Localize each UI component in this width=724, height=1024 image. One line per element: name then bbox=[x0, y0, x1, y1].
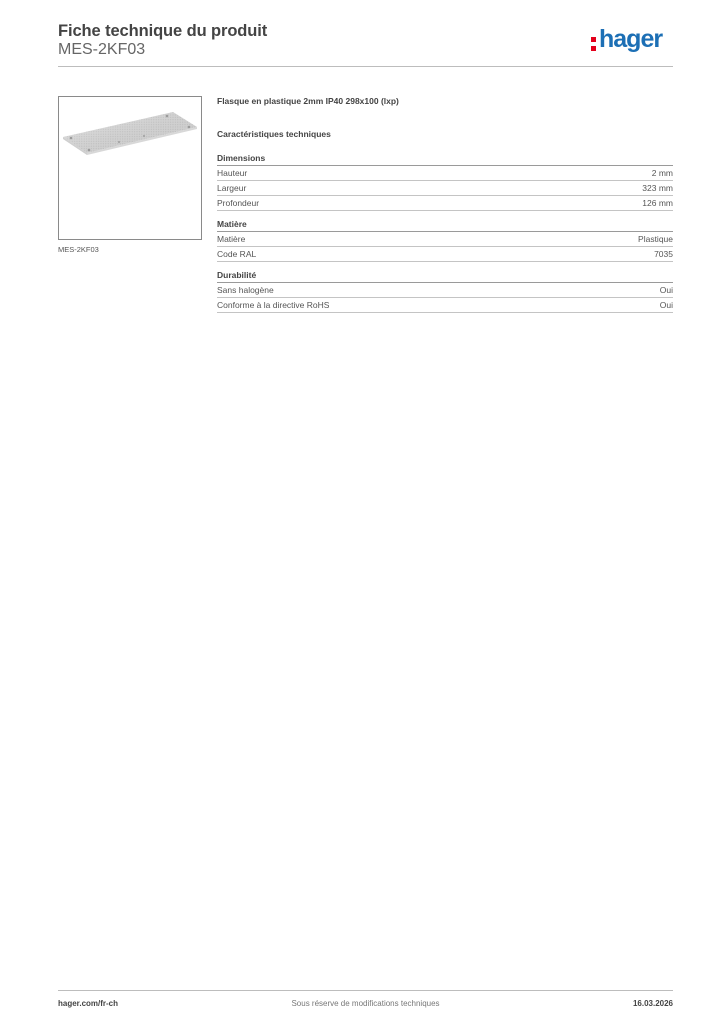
hager-logo bbox=[591, 25, 673, 56]
page-header bbox=[58, 22, 673, 68]
spec-value: 2 mm bbox=[651, 168, 673, 178]
spec-value: 7035 bbox=[654, 249, 673, 259]
logo-wordmark: hager bbox=[599, 25, 663, 53]
product-name: Flasque en plastique 2mm IP40 298x100 (lxp) bbox=[217, 96, 399, 106]
footer-website-link[interactable]: hager.com/fr-ch bbox=[58, 999, 119, 1008]
footer-divider bbox=[58, 990, 673, 991]
spec-label: Sans halogène bbox=[217, 285, 274, 295]
spec-row bbox=[217, 181, 673, 196]
page-footer bbox=[58, 990, 673, 1020]
spec-label: Largeur bbox=[217, 183, 247, 193]
spec-label: Conforme à la directive RoHS bbox=[217, 300, 330, 310]
spec-row bbox=[217, 196, 673, 211]
spec-row bbox=[217, 298, 673, 313]
group-title: Durabilité bbox=[217, 269, 673, 283]
footer-date: 16.03.2026 bbox=[632, 999, 673, 1008]
spec-row bbox=[217, 232, 673, 247]
spec-content bbox=[217, 96, 673, 320]
spec-label: Matière bbox=[217, 234, 246, 244]
spec-row bbox=[217, 283, 673, 298]
group-title: Matière bbox=[217, 218, 673, 232]
spec-value: Oui bbox=[659, 300, 673, 310]
logo-dot-top bbox=[591, 37, 596, 42]
spec-value: 323 mm bbox=[642, 183, 673, 193]
spec-label: Code RAL bbox=[217, 249, 257, 259]
spec-value: Oui bbox=[659, 285, 673, 295]
spec-group-material bbox=[217, 218, 673, 262]
logo-dot-bottom bbox=[591, 46, 596, 51]
image-caption: MES-2KF03 bbox=[58, 245, 99, 254]
page-title: Fiche technique du produit bbox=[58, 22, 268, 40]
footer-notice: Sous réserve de modifications techniques bbox=[291, 999, 440, 1008]
product-image-frame bbox=[58, 96, 202, 240]
spec-row bbox=[217, 166, 673, 181]
spec-group-durability bbox=[217, 269, 673, 313]
header-divider bbox=[58, 66, 673, 67]
spec-value: Plastique bbox=[638, 234, 673, 244]
product-image bbox=[59, 97, 201, 239]
section-heading: Caractéristiques techniques bbox=[217, 129, 331, 139]
group-title: Dimensions bbox=[217, 152, 673, 166]
spec-label: Hauteur bbox=[217, 168, 248, 178]
spec-row bbox=[217, 247, 673, 262]
spec-label: Profondeur bbox=[217, 198, 260, 208]
spec-group-dimensions bbox=[217, 152, 673, 211]
spec-value: 126 mm bbox=[642, 198, 673, 208]
product-reference: MES-2KF03 bbox=[58, 41, 146, 58]
